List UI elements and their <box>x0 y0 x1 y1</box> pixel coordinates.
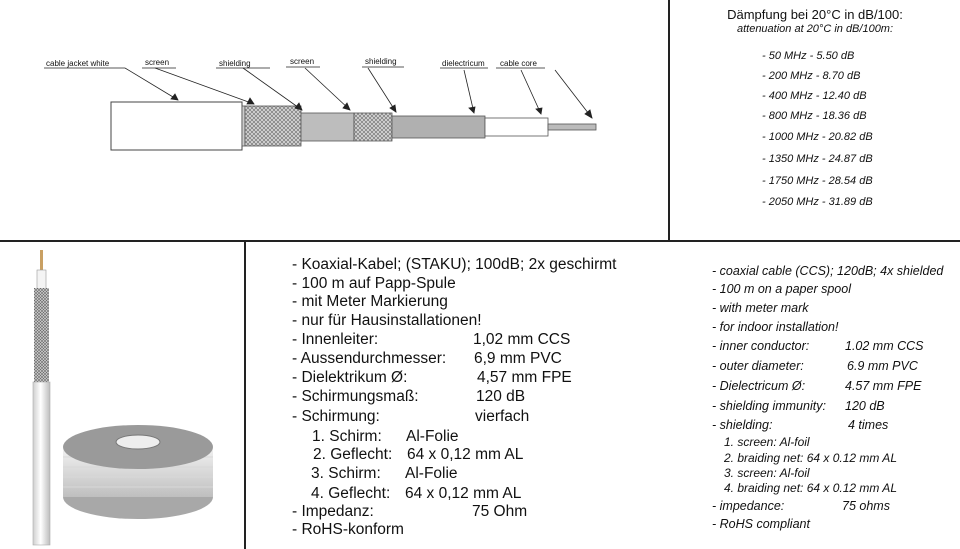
photo-cable-braid <box>34 288 49 383</box>
de-line: - mit Meter Markierung <box>292 293 448 310</box>
de-spec-value: 6,9 mm PVC <box>474 350 562 367</box>
cable-jacket <box>111 102 242 150</box>
en-layer: 3. screen: Al-foil <box>724 466 810 480</box>
de-layer-label: 3. Schirm: <box>311 465 381 482</box>
cable-braid-2 <box>354 113 392 141</box>
de-impedance-label: - Impedanz: <box>292 503 374 520</box>
photo-cable-jacket <box>33 382 50 545</box>
cable-screen-1 <box>242 106 245 146</box>
vertical-divider-top <box>668 0 670 240</box>
label-shielding-2: shielding <box>365 57 397 66</box>
en-rohs: - RoHS compliant <box>712 517 810 531</box>
de-spec-value: 4,57 mm FPE <box>477 369 572 386</box>
de-line: - 100 m auf Papp-Spule <box>292 275 456 292</box>
en-spec-label: - Dielectricum Ø: <box>712 379 806 393</box>
photo-cable-core <box>40 250 43 272</box>
attenuation-title: Dämpfung bei 20°C in dB/100: <box>727 7 903 22</box>
attenuation-row: - 1000 MHz - 20.82 dB <box>762 131 873 143</box>
en-spec-label: - shielding: <box>712 418 773 432</box>
de-layer-value: Al-Folie <box>406 428 459 445</box>
cable-dielectric <box>485 118 548 136</box>
label-cable-jacket: cable jacket white <box>46 59 110 68</box>
attenuation-row: - 800 MHz - 18.36 dB <box>762 110 867 122</box>
en-spec-label: - outer diameter: <box>712 359 804 373</box>
product-photo <box>0 242 244 549</box>
cable-foil <box>392 116 485 138</box>
attenuation-row: - 2050 MHz - 31.89 dB <box>762 196 873 208</box>
de-spec-label: - Innenleiter: <box>292 331 379 348</box>
cable-core <box>548 124 596 130</box>
en-line: - for indoor installation! <box>712 320 839 334</box>
attenuation-row: - 1350 MHz - 24.87 dB <box>762 153 873 165</box>
en-spec-label: - shielding immunity: <box>712 399 826 413</box>
de-spec-value: 1,02 mm CCS <box>473 331 571 348</box>
label-dielectricum: dielectricum <box>442 59 485 68</box>
en-layer: 4. braiding net: 64 x 0.12 mm AL <box>724 481 897 495</box>
en-line: - with meter mark <box>712 301 809 315</box>
en-layer: 2. braiding net: 64 x 0.12 mm AL <box>724 451 897 465</box>
photo-spool-hub <box>116 435 160 449</box>
label-cable-core: cable core <box>500 59 537 68</box>
de-layer-value: Al-Folie <box>405 465 458 482</box>
de-line: - nur für Hausinstallationen! <box>292 312 482 329</box>
attenuation-row: - 1750 MHz - 28.54 dB <box>762 175 873 187</box>
cable-layer-diagram <box>0 0 668 240</box>
de-spec-label: - Aussendurchmesser: <box>292 350 447 367</box>
en-spec-value: 1.02 mm CCS <box>845 339 924 353</box>
de-layer-label: 1. Schirm: <box>312 428 382 445</box>
en-spec-value: 120 dB <box>845 399 885 413</box>
de-spec-label: - Dielektrikum Ø: <box>292 369 408 386</box>
de-layer-label: 2. Geflecht: <box>313 446 393 463</box>
en-impedance-value: 75 ohms <box>842 499 890 513</box>
de-spec-label: - Schirmungsmaß: <box>292 388 419 405</box>
en-impedance-label: - impedance: <box>712 499 785 513</box>
attenuation-row: - 400 MHz - 12.40 dB <box>762 90 867 102</box>
label-screen-1: screen <box>145 58 170 67</box>
en-layer: 1. screen: Al-foil <box>724 435 810 449</box>
attenuation-row: - 200 MHz - 8.70 dB <box>762 70 861 82</box>
de-layer-value: 64 x 0,12 mm AL <box>405 485 522 502</box>
photo-cable-dielectric <box>37 270 46 290</box>
en-spec-value: 6.9 mm PVC <box>847 359 918 373</box>
de-spec-label: - Schirmung: <box>292 408 380 425</box>
en-line: - coaxial cable (CCS); 120dB; 4x shielded <box>712 264 944 278</box>
cable-braid-1 <box>245 106 301 146</box>
en-spec-value: 4.57 mm FPE <box>845 379 922 393</box>
en-spec-value: 4 times <box>848 418 889 432</box>
de-impedance-value: 75 Ohm <box>472 503 528 520</box>
de-layer-value: 64 x 0,12 mm AL <box>407 446 524 463</box>
de-line: - Koaxial-Kabel; (STAKU); 100dB; 2x geschirmt <box>292 256 617 273</box>
label-shielding-1: shielding <box>219 59 251 68</box>
attenuation-subtitle: attenuation at 20°C in dB/100m: <box>736 23 894 35</box>
de-layer-label: 4. Geflecht: <box>311 485 391 502</box>
en-spec-label: - inner conductor: <box>712 339 810 353</box>
vertical-divider-bottom <box>244 242 246 549</box>
cable-screen-2 <box>301 113 354 141</box>
de-spec-value: 120 dB <box>476 388 526 405</box>
en-line: - 100 m on a paper spool <box>712 282 851 296</box>
de-spec-value: vierfach <box>475 408 530 425</box>
attenuation-row: - 50 MHz - 5.50 dB <box>762 50 855 62</box>
label-screen-2: screen <box>290 57 315 66</box>
de-rohs: - RoHS-konform <box>292 521 404 538</box>
